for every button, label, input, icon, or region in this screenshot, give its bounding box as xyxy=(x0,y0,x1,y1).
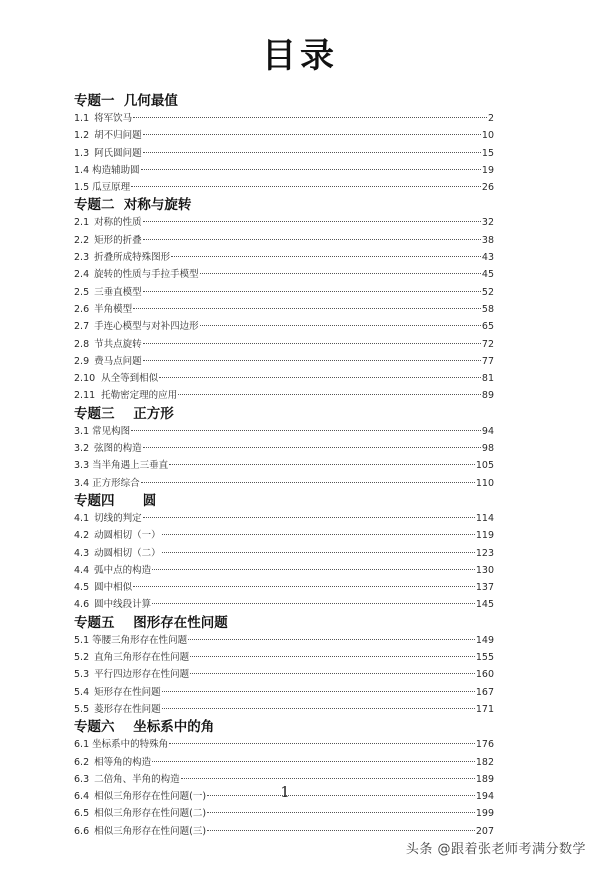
toc-entry[interactable] xyxy=(74,510,494,527)
entry-number: 2.11 xyxy=(74,390,96,402)
entry-label: 托勒密定理的应用 xyxy=(101,390,178,402)
toc-entry[interactable] xyxy=(74,701,494,718)
entry-number: 6.3 xyxy=(74,773,90,785)
toc-entry[interactable] xyxy=(74,318,494,335)
dot-leader xyxy=(159,377,481,378)
dot-leader xyxy=(162,691,475,692)
entry-page: 130 xyxy=(475,564,494,576)
dot-leader xyxy=(131,430,481,431)
toc-entry[interactable] xyxy=(74,387,494,404)
dot-leader xyxy=(152,603,475,604)
toc-entry[interactable] xyxy=(74,336,494,353)
dot-leader xyxy=(152,761,475,762)
watermark: 头条 @跟着张老师考满分数学 xyxy=(405,842,586,857)
toc-entry[interactable] xyxy=(74,127,494,144)
entry-number: 4.2 xyxy=(74,530,90,542)
section-header: 专题六 坐标系中的角 xyxy=(74,719,215,736)
toc-entry[interactable] xyxy=(74,805,494,822)
entry-label: 切线的判定 xyxy=(94,512,142,524)
entry-number: 5.2 xyxy=(74,652,90,664)
toc-entry[interactable] xyxy=(74,545,494,562)
toc-entry[interactable] xyxy=(74,457,494,474)
entry-number: 6.1 xyxy=(74,739,90,751)
entry-number: 2.7 xyxy=(74,321,90,333)
entry-number: 2.5 xyxy=(74,286,90,298)
entry-label: 三垂直模型 xyxy=(94,286,142,298)
toc-entry[interactable] xyxy=(74,301,494,318)
toc-section-4 xyxy=(74,492,494,614)
toc-section-3 xyxy=(74,405,494,492)
entry-label: 等腰三角形存在性问题 xyxy=(92,634,188,646)
entry-label: 构造辅助圆 xyxy=(92,164,140,176)
toc-entry[interactable] xyxy=(74,284,494,301)
toc-entry[interactable] xyxy=(74,179,494,196)
entry-label: 瓜豆原理 xyxy=(92,182,131,194)
entry-page: 167 xyxy=(475,686,494,698)
dot-leader xyxy=(162,534,475,535)
section-header: 专题一 几何最值 xyxy=(74,93,178,109)
dot-leader xyxy=(143,221,481,222)
entry-number: 6.2 xyxy=(74,756,90,768)
entry-number: 1.1 xyxy=(74,113,90,124)
toc-entry[interactable] xyxy=(74,632,494,649)
dot-leader xyxy=(143,291,481,292)
entry-page: 160 xyxy=(475,669,494,681)
toc-entry[interactable] xyxy=(74,162,494,179)
section-header: 专题三 正方形 xyxy=(74,405,174,422)
dot-leader xyxy=(178,394,481,395)
dot-leader xyxy=(133,117,487,118)
entry-label: 动圆相切（二） xyxy=(94,547,161,559)
table-of-contents xyxy=(74,92,494,840)
entry-label: 二倍角、半角的构造 xyxy=(94,773,180,785)
entry-page: 43 xyxy=(481,252,494,264)
toc-entry[interactable] xyxy=(74,666,494,683)
dot-leader xyxy=(169,464,475,465)
toc-entry[interactable] xyxy=(74,562,494,579)
dot-leader xyxy=(143,447,481,448)
entry-label: 节共点旋转 xyxy=(94,338,142,350)
entry-number: 2.6 xyxy=(74,303,90,315)
dot-leader xyxy=(141,482,475,483)
toc-section-6 xyxy=(74,718,494,840)
toc-section-1 xyxy=(74,92,494,196)
entry-number: 5.4 xyxy=(74,686,90,698)
entry-page: 105 xyxy=(475,460,494,472)
dot-leader xyxy=(171,256,481,257)
entry-number: 2.1 xyxy=(74,217,90,229)
section-header: 专题五 图形存在性问题 xyxy=(74,614,228,631)
entry-label: 费马点问题 xyxy=(94,355,142,367)
entry-label: 半角模型 xyxy=(94,303,133,315)
entry-label: 从全等到相似 xyxy=(101,373,159,385)
entry-label: 相等角的构造 xyxy=(94,756,152,768)
entry-label: 胡不归问题 xyxy=(94,130,142,142)
entry-label: 圆中线段计算 xyxy=(94,599,152,611)
entry-number: 2.4 xyxy=(74,269,90,281)
toc-entry[interactable] xyxy=(74,214,494,231)
entry-page: 58 xyxy=(481,303,494,315)
entry-number: 2.2 xyxy=(74,234,90,246)
entry-label: 常见构图 xyxy=(92,425,131,437)
entry-number: 1.5 xyxy=(74,182,90,194)
toc-entry[interactable] xyxy=(74,475,494,492)
dot-leader xyxy=(181,778,475,779)
dot-leader xyxy=(133,308,481,309)
entry-page: 32 xyxy=(481,217,494,229)
entry-label: 弦图的构造 xyxy=(94,443,142,455)
section-header: 专题四 圆 xyxy=(74,492,157,509)
entry-number: 2.3 xyxy=(74,252,90,264)
dot-leader xyxy=(207,812,475,813)
toc-entry[interactable] xyxy=(74,754,494,771)
entry-page: 10 xyxy=(481,130,494,142)
entry-number: 4.3 xyxy=(74,547,90,559)
entry-number: 5.1 xyxy=(74,634,90,646)
entry-number: 1.2 xyxy=(74,130,90,142)
toc-section-2 xyxy=(74,196,494,404)
entry-page: 189 xyxy=(475,773,494,785)
entry-label: 正方形综合 xyxy=(92,477,140,489)
entry-page: 19 xyxy=(481,164,494,176)
entry-label: 动圆相切（一） xyxy=(94,530,161,542)
dot-leader xyxy=(200,325,481,326)
entry-label: 直角三角形存在性问题 xyxy=(94,652,190,664)
toc-entry[interactable] xyxy=(74,249,494,266)
entry-number: 2.10 xyxy=(74,373,96,385)
page-number: 1 xyxy=(280,783,290,801)
toc-section-5 xyxy=(74,614,494,718)
entry-label: 矩形的折叠 xyxy=(94,234,142,246)
toc-entry[interactable] xyxy=(74,353,494,370)
entry-number: 6.5 xyxy=(74,808,90,820)
dot-leader xyxy=(143,517,475,518)
section-header: 专题二 对称与旋转 xyxy=(74,197,192,214)
entry-number: 2.9 xyxy=(74,355,90,367)
dot-leader xyxy=(143,134,481,135)
entry-page: 110 xyxy=(475,477,494,489)
dot-leader xyxy=(141,169,481,170)
entry-label: 当半角遇上三垂直 xyxy=(92,460,169,472)
entry-page: 26 xyxy=(481,182,494,194)
entry-number: 6.6 xyxy=(74,825,90,837)
dot-leader xyxy=(190,656,475,657)
dot-leader xyxy=(162,708,475,709)
entry-number: 1.3 xyxy=(74,147,90,159)
entry-page: 98 xyxy=(481,443,494,455)
toc-entry[interactable] xyxy=(74,440,494,457)
toc-entry[interactable] xyxy=(74,527,494,544)
entry-page: 149 xyxy=(475,634,494,646)
entry-label: 旋转的性质与手拉手模型 xyxy=(94,269,199,281)
entry-label: 相似三角形存在性问题(一) xyxy=(94,791,207,803)
entry-page: 15 xyxy=(481,147,494,159)
entry-label: 相似三角形存在性问题(二) xyxy=(94,808,207,820)
entry-number: 5.5 xyxy=(74,703,90,715)
dot-leader xyxy=(200,273,481,274)
dot-leader xyxy=(162,552,475,553)
entry-page: 176 xyxy=(475,739,494,751)
entry-page: 137 xyxy=(475,582,494,594)
dot-leader xyxy=(131,186,481,187)
toc-entry[interactable] xyxy=(74,423,494,440)
entry-number: 4.4 xyxy=(74,564,90,576)
entry-page: 119 xyxy=(475,530,494,542)
dot-leader xyxy=(190,673,475,674)
entry-number: 1.4 xyxy=(74,164,90,176)
dot-leader xyxy=(133,586,475,587)
toc-entry[interactable] xyxy=(74,596,494,613)
entry-page: 81 xyxy=(481,373,494,385)
dot-leader xyxy=(143,360,481,361)
dot-leader xyxy=(188,639,475,640)
entry-label: 矩形存在性问题 xyxy=(94,686,161,698)
entry-number: 3.1 xyxy=(74,425,90,437)
entry-page: 2 xyxy=(487,113,494,124)
entry-page: 77 xyxy=(481,355,494,367)
entry-label: 坐标系中的特殊角 xyxy=(92,739,169,751)
toc-entry[interactable] xyxy=(74,649,494,666)
entry-page: 182 xyxy=(475,756,494,768)
dot-leader xyxy=(143,343,481,344)
entry-number: 3.2 xyxy=(74,443,90,455)
entry-number: 3.4 xyxy=(74,477,90,489)
entry-page: 72 xyxy=(481,338,494,350)
dot-leader xyxy=(152,569,475,570)
entry-label: 手连心模型与对补四边形 xyxy=(94,321,199,333)
toc-entry[interactable] xyxy=(74,684,494,701)
entry-page: 171 xyxy=(475,703,494,715)
entry-number: 2.8 xyxy=(74,338,90,350)
entry-label: 阿氏圆问题 xyxy=(94,147,142,159)
entry-page: 89 xyxy=(481,390,494,402)
toc-entry[interactable] xyxy=(74,232,494,249)
dot-leader xyxy=(207,830,475,831)
entry-page: 114 xyxy=(475,512,494,524)
entry-page: 38 xyxy=(481,234,494,246)
toc-entry[interactable] xyxy=(74,145,494,162)
dot-leader xyxy=(169,743,475,744)
dot-leader xyxy=(143,152,481,153)
entry-page: 194 xyxy=(475,791,494,803)
toc-entry[interactable] xyxy=(74,370,494,387)
entry-number: 5.3 xyxy=(74,669,90,681)
entry-label: 相似三角形存在性问题(三) xyxy=(94,825,207,837)
entry-page: 207 xyxy=(475,825,494,837)
toc-entry[interactable] xyxy=(74,266,494,283)
page-title: 目录 xyxy=(262,36,338,76)
entry-page: 45 xyxy=(481,269,494,281)
dot-leader xyxy=(143,239,481,240)
entry-page: 94 xyxy=(481,425,494,437)
entry-label: 弧中点的构造 xyxy=(94,564,152,576)
entry-number: 4.5 xyxy=(74,582,90,594)
toc-entry[interactable] xyxy=(74,736,494,753)
entry-page: 199 xyxy=(475,808,494,820)
entry-page: 52 xyxy=(481,286,494,298)
entry-number: 4.1 xyxy=(74,512,90,524)
entry-page: 65 xyxy=(481,321,494,333)
toc-entry[interactable] xyxy=(74,579,494,596)
entry-page: 123 xyxy=(475,547,494,559)
entry-page: 145 xyxy=(475,599,494,611)
entry-number: 6.4 xyxy=(74,791,90,803)
entry-label: 对称的性质 xyxy=(94,217,142,229)
entry-label: 平行四边形存在性问题 xyxy=(94,669,190,681)
toc-entry[interactable] xyxy=(74,110,494,127)
entry-number: 4.6 xyxy=(74,599,90,611)
entry-label: 菱形存在性问题 xyxy=(94,703,161,715)
entry-label: 圆中相似 xyxy=(94,582,133,594)
entry-number: 3.3 xyxy=(74,460,90,472)
entry-page: 155 xyxy=(475,652,494,664)
entry-label: 折叠所成特殊图形 xyxy=(94,252,171,264)
entry-label: 将军饮马 xyxy=(94,113,133,124)
